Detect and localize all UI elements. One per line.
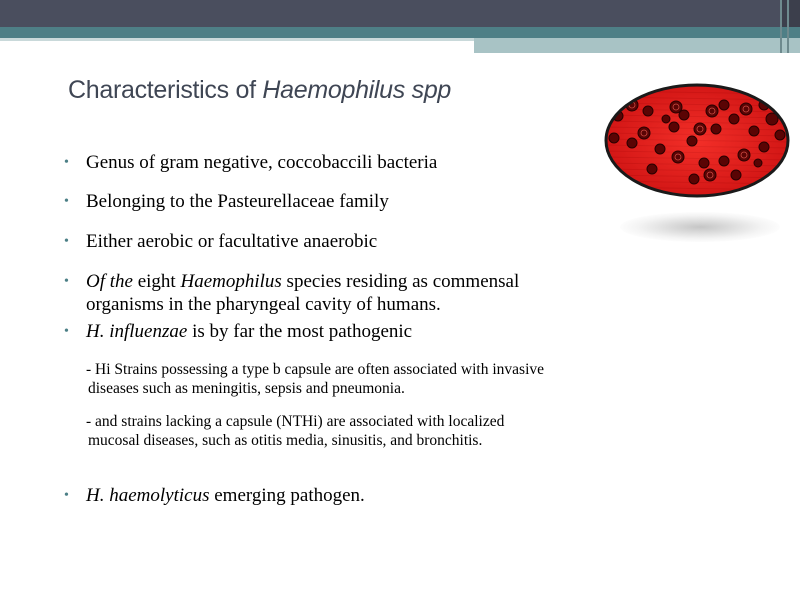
sub-point-line: - and strains lacking a capsule (NTHi) are associated with localized — [86, 413, 505, 430]
bacteria-micrograph — [604, 83, 790, 198]
header-dark-stripe-right — [780, 0, 800, 27]
bullet-text-italic: H. haemolyticus — [86, 485, 210, 506]
sub-point — [88, 412, 504, 450]
sub-point — [88, 360, 544, 398]
bullet-text — [86, 320, 412, 343]
header-light-stripe — [474, 38, 800, 53]
bullet-text — [86, 484, 365, 507]
bullet-text-plain: eight — [132, 271, 181, 292]
sub-point-line: mucosal diseases, such as otitis media, sinusitis, and bronchitis. — [88, 432, 483, 449]
bullet-icon: • — [64, 234, 69, 249]
bullet-icon: • — [64, 194, 69, 209]
title-plain: Characteristics of — [68, 76, 263, 104]
bullet-icon: • — [64, 324, 69, 339]
bullet-text-line2: organisms in the pharyngeal cavity of humans. — [86, 294, 441, 315]
sub-point-line: - Hi Strains possessing a type b capsule are often associated with invasive — [86, 361, 544, 378]
bullet-text-italic: H. influenzae — [86, 321, 188, 342]
bullet-text-plain: species residing as commensal — [281, 271, 520, 292]
bullet-icon: • — [64, 488, 69, 503]
title-italic: Haemophilus spp — [262, 76, 452, 104]
bullet-icon: • — [64, 274, 69, 289]
bullet-text-plain: emerging pathogen. — [209, 485, 365, 506]
bullet-text: Belonging to the Pasteurellaceae family — [86, 191, 389, 212]
header-teal-stripe — [0, 27, 800, 38]
slide-title — [68, 76, 451, 105]
header-dark-stripe — [0, 0, 780, 27]
micrograph-svg — [604, 83, 790, 198]
header-thin-stripe — [0, 38, 474, 41]
bullet-text-italic: Haemophilus — [180, 271, 282, 292]
bullet-text — [86, 270, 519, 293]
bullet-icon: • — [64, 155, 69, 170]
bullet-text-italic: Of the — [86, 271, 133, 292]
bullet-text: Genus of gram negative, coccobaccili bacteria — [86, 152, 438, 173]
header-vertical-line — [787, 0, 789, 53]
bullet-text-plain: is by far the most pathogenic — [187, 321, 413, 342]
sub-point-line: diseases such as meningitis, sepsis and pneumonia. — [88, 380, 405, 397]
image-shadow — [620, 212, 780, 242]
header-vertical-line — [780, 0, 782, 53]
bullet-text: Either aerobic or facultative anaerobic — [86, 231, 378, 252]
